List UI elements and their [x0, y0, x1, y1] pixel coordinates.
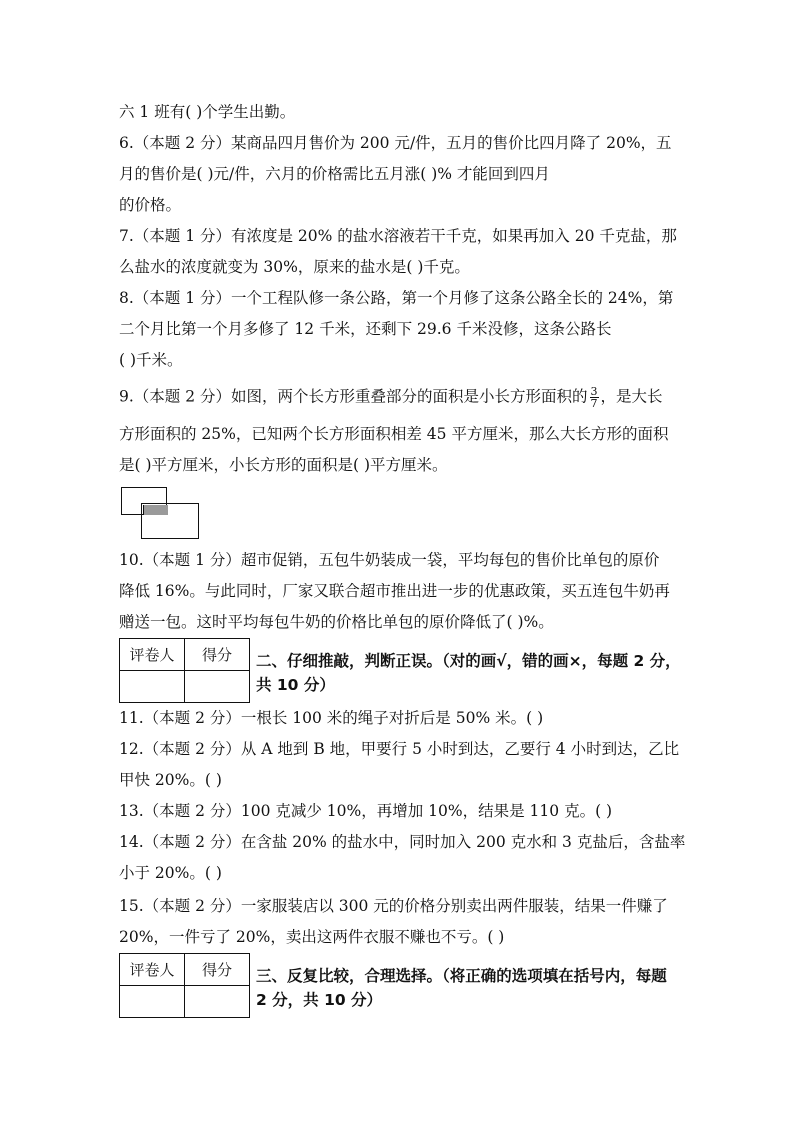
- question-11: 11.（本题 2 分）一根长 100 米的绳子对折后是 50% 米。( ): [119, 709, 544, 727]
- question-6-line-3: 的价格。: [119, 196, 182, 214]
- question-14-line-2: 小于 20%。( ): [119, 864, 222, 882]
- question-9-text: 9.（本题 2 分）如图，两个长方形重叠部分的面积是小长方形面积的: [119, 387, 588, 406]
- question-8-line-2: 二个月比第一个月多修了 12 千米，还剩下 29.6 千米没修，这条公路长: [119, 320, 612, 338]
- question-9-line-1: [119, 386, 663, 409]
- question-10-line-2: 降低 16%。与此同时，厂家又联合超市推出进一步的优惠政策，买五连包牛奶再: [119, 582, 670, 600]
- question-9-line-3: 是( )平方厘米，小长方形的面积是( )平方厘米。: [119, 456, 448, 474]
- question-7-line-2: 么盐水的浓度就变为 30%，原来的盐水是( )千克。: [119, 258, 470, 276]
- score-cell: [185, 671, 250, 703]
- section-2-heading-line-1: 二、仔细推敲，判断正误。（对的画√，错的画×，每题 2 分，: [256, 652, 681, 670]
- section-3-heading-line-2: 2 分，共 10 分）: [256, 991, 383, 1009]
- reviewer-cell: [120, 986, 185, 1018]
- fraction: [590, 386, 599, 409]
- question-8-line-3: ( )千米。: [119, 351, 183, 369]
- section-2-heading-line-2: 共 10 分）: [256, 676, 335, 694]
- fraction-numerator: 3: [590, 385, 598, 398]
- fraction-denominator: 7: [590, 397, 598, 410]
- score-label: 得分: [185, 639, 250, 671]
- question-15-line-2: 20%，一件亏了 20%，卖出这两件衣服不赚也不亏。( ): [119, 928, 505, 946]
- question-6-line-1: 6.（本题 2 分）某商品四月售价为 200 元/件，五月的售价比四月降了 20%，五: [119, 134, 672, 152]
- text-line: 六 1 班有( )个学生出勤。: [119, 103, 296, 121]
- score-label: 得分: [185, 954, 250, 986]
- question-7-line-1: 7.（本题 1 分）有浓度是 20% 的盐水溶液若干千克，如果再加入 20 千克盐，那: [119, 227, 677, 245]
- reviewer-cell: [120, 671, 185, 703]
- reviewer-label: 评卷人: [120, 639, 185, 671]
- question-6-line-2: 月的售价是( )元/件，六月的价格需比五月涨( )% 才能回到四月: [119, 165, 550, 183]
- question-10-line-1: 10.（本题 1 分）超市促销，五包牛奶装成一袋，平均每包的售价比单包的原价: [119, 551, 660, 569]
- reviewer-label: 评卷人: [120, 954, 185, 986]
- question-15-line-1: 15.（本题 2 分）一家服装店以 300 元的价格分别卖出两件服装，结果一件赚了: [119, 897, 668, 915]
- question-10-line-3: 赠送一包。这时平均每包牛奶的价格比单包的原价降低了( )%。: [119, 613, 554, 631]
- question-14-line-1: 14.（本题 2 分）在含盐 20% 的盐水中，同时加入 200 克水和 3 克盐后，含盐率: [119, 833, 686, 851]
- question-8-line-1: 8.（本题 1 分）一个工程队修一条公路，第一个月修了这条公路全长的 24%，第: [119, 289, 674, 307]
- question-13: 13.（本题 2 分）100 克减少 10%，再增加 10%，结果是 110 克。( ): [119, 802, 613, 820]
- question-9-line-2: 方形面积的 25%，已知两个长方形面积相差 45 平方厘米，那么大长方形的面积: [119, 425, 669, 443]
- question-9-text-end: ，是大长: [600, 387, 663, 406]
- score-cell: [185, 986, 250, 1018]
- grade-table: [119, 953, 250, 1018]
- grade-table: [119, 638, 250, 703]
- overlap-area: [143, 505, 168, 515]
- overlap-rectangles-figure: [119, 485, 209, 545]
- question-12-line-1: 12.（本题 2 分）从 A 地到 B 地，甲要行 5 小时到达，乙要行 4 小时到达，乙比: [119, 740, 680, 758]
- section-3-heading-line-1: 三、反复比较，合理选择。（将正确的选项填在括号内，每题: [256, 967, 667, 985]
- question-12-line-2: 甲快 20%。( ): [119, 771, 222, 789]
